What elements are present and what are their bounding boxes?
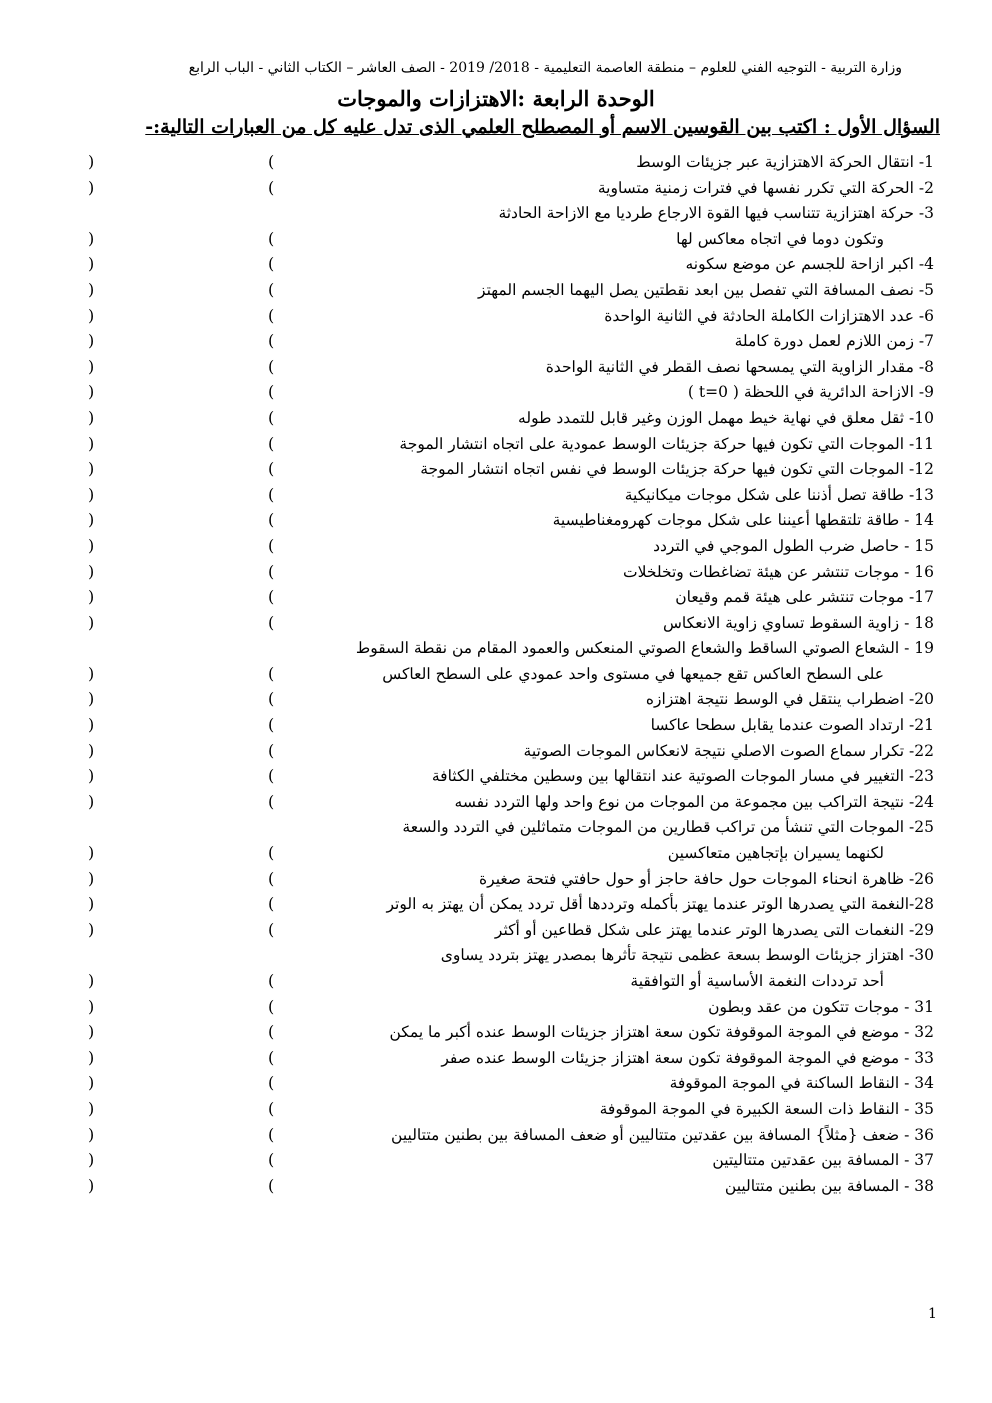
answer-bracket-open: ( — [268, 791, 275, 811]
question-text: 32 - موضع في الموجة الموقوفة تكون سعة اهتزاز جزيئات الوسط عنده أكبر ما يمكن — [389, 1023, 934, 1042]
question-text: 7- زمن اللازم لعمل دورة كاملة — [734, 332, 934, 351]
question-text: 33 - موضع في الموجة الموقوفة تكون سعة اهتزاز جزيئات الوسط عنده صفر — [441, 1048, 934, 1067]
question-text: 13- طاقة تصل أذننا على شكل موجات ميكانيكية — [624, 485, 934, 504]
answer-bracket-open: ( — [268, 305, 275, 325]
header-source-line: وزارة التربية - التوجيه الفني للعلوم – منطقة العاصمة التعليمية - 2018/ 2019 - الصف العاشر – الكتاب الثاني - الباب الرابع — [188, 60, 902, 76]
answer-bracket-open: ( — [268, 254, 275, 274]
answer-bracket-open: ( — [268, 382, 275, 402]
question-text: 31 - موجات تتكون من عقد وبطون — [708, 997, 934, 1016]
unit-title: الوحدة الرابعة :الاهتزازات والموجات — [337, 86, 655, 111]
question-text: 36 - ضعف {مثلاً} المسافة بين عقدتين متتاليين أو ضعف المسافة بين بطنين متتاليين — [391, 1125, 934, 1144]
question-text: 10- ثقل معلق في نهاية خيط مهمل الوزن وغير قابل للتمدد طوله — [518, 408, 934, 427]
question-row — [0, 252, 992, 278]
answer-bracket-close: ) — [88, 1047, 95, 1067]
question-text: 21- ارتداد الصوت عندما يقابل سطحا عاكسا — [650, 716, 934, 735]
question-row — [0, 790, 992, 816]
question-text: لكنهما يسيران بإتجاهين متعاكسين — [667, 844, 884, 863]
answer-bracket-open: ( — [268, 996, 275, 1016]
question-row — [0, 662, 992, 688]
question-row — [0, 432, 992, 458]
question-row — [0, 611, 992, 637]
answer-bracket-open: ( — [268, 331, 275, 351]
question-row — [0, 1148, 992, 1174]
question-row — [0, 457, 992, 483]
answer-bracket-close: ) — [88, 689, 95, 709]
question-row — [0, 943, 992, 969]
answer-bracket-close: ) — [88, 1124, 95, 1144]
answer-bracket-close: ) — [88, 177, 95, 197]
answer-bracket-open: ( — [268, 1047, 275, 1067]
answer-bracket-open: ( — [268, 587, 275, 607]
question-row — [0, 355, 992, 381]
question-row — [0, 1020, 992, 1046]
question-text: 23- التغيير في مسار الموجات الصوتية عند انتقالها بين وسطين مختلفي الكثافة — [431, 767, 934, 786]
question-text: 38 - المسافة بين بطنين متتاليين — [724, 1176, 934, 1195]
answer-bracket-close: ) — [88, 152, 95, 171]
answer-bracket-open: ( — [268, 228, 275, 248]
answer-bracket-close: ) — [88, 843, 95, 863]
answer-bracket-open: ( — [268, 1150, 275, 1170]
answer-bracket-open: ( — [268, 663, 275, 683]
question-text: 24- نتيجة التراكب بين مجموعة من الموجات من نوع واحد ولها التردد نفسه — [454, 792, 934, 811]
answer-bracket-close: ) — [88, 868, 95, 888]
question-text: 19 - الشعاع الصوتي الساقط والشعاع الصوتي المنعكس والعمود المقام من نقطة السقوط — [355, 639, 934, 658]
question-row — [0, 508, 992, 534]
question-text: 12- الموجات التي تكون فيها حركة جزيئات الوسط في نفس اتجاه انتشار الموجة — [420, 460, 934, 479]
answer-bracket-close: ) — [88, 791, 95, 811]
answer-bracket-open: ( — [268, 535, 275, 555]
question-text: 16 - موجات تنتشر عن هيئة تضاغطات وتخلخلات — [623, 562, 934, 581]
answer-bracket-open: ( — [268, 484, 275, 504]
question-row — [0, 815, 992, 841]
answer-bracket-close: ) — [88, 996, 95, 1016]
answer-bracket-open: ( — [268, 689, 275, 709]
question-row — [0, 176, 992, 202]
question-text: 5- نصف المسافة التي تفصل بين ابعد نقطتين يصل اليهما الجسم المهتز — [478, 280, 934, 299]
question-row — [0, 1123, 992, 1149]
question-row — [0, 483, 992, 509]
answer-bracket-open: ( — [268, 433, 275, 453]
question-row — [0, 534, 992, 560]
question-row — [0, 560, 992, 586]
question-text: 15 - حاصل ضرب الطول الموجي في التردد — [653, 536, 934, 555]
question-row — [0, 713, 992, 739]
answer-bracket-open: ( — [268, 279, 275, 299]
answer-bracket-close: ) — [88, 740, 95, 760]
question-text: 14 - طاقة تلتقطها أعيننا على شكل موجات كهرومغناطيسية — [552, 511, 934, 530]
question-row — [0, 201, 992, 227]
answer-bracket-open: ( — [268, 612, 275, 632]
question-row — [0, 329, 992, 355]
question-text: 34 - النقاط الساكنة في الموجة الموقوفة — [669, 1074, 934, 1093]
question-text: 4- اكبر ازاحة للجسم عن موضع سكونه — [685, 255, 934, 274]
question-row — [0, 995, 992, 1021]
answer-bracket-close: ) — [88, 356, 95, 376]
question-row — [0, 585, 992, 611]
question-row — [0, 918, 992, 944]
question-row — [0, 304, 992, 330]
answer-bracket-open: ( — [268, 1124, 275, 1144]
answer-bracket-close: ) — [88, 663, 95, 683]
answer-bracket-close: ) — [88, 971, 95, 990]
answer-bracket-close: ) — [88, 1150, 95, 1170]
answer-bracket-close: ) — [88, 587, 95, 607]
question-row — [0, 969, 992, 995]
answer-bracket-open: ( — [268, 894, 275, 914]
question-text: 22- تكرار سماع الصوت الاصلي نتيجة لانعكاس الموجات الصوتية — [523, 741, 934, 760]
question-row — [0, 278, 992, 304]
answer-bracket-close: ) — [88, 382, 95, 402]
answer-bracket-close: ) — [88, 305, 95, 325]
question-text: 1- انتقال الحركة الاهتزازية عبر جزيئات الوسط — [636, 153, 934, 171]
question-text: 11- الموجات التي تكون فيها حركة جزيئات الوسط عمودية على اتجاه انتشار الموجة — [399, 434, 934, 453]
question-row — [0, 867, 992, 893]
answer-bracket-close: ) — [88, 510, 95, 530]
answer-bracket-open: ( — [268, 715, 275, 735]
question-text: على السطح العاكس تقع جميعها في مستوى واحد عمودي على السطح العاكس — [382, 664, 884, 683]
answer-bracket-close: ) — [88, 919, 95, 939]
question-title: السؤال الأول : اكتب بين القوسين الاسم أو المصطلح العلمي الذى تدل عليه كل من العبارات التالية:- — [145, 116, 940, 138]
answer-bracket-open: ( — [268, 177, 275, 197]
question-text: 6- عدد الاهتزازات الكاملة الحادثة في الثانية الواحدة — [604, 306, 934, 325]
answer-bracket-open: ( — [268, 356, 275, 376]
answer-bracket-open: ( — [268, 510, 275, 530]
answer-bracket-close: ) — [88, 766, 95, 786]
answer-bracket-open: ( — [268, 919, 275, 939]
question-text: 37 - المسافة بين عقدتين متتاليتين — [712, 1151, 934, 1170]
question-text: وتكون دوما في اتجاه معاكس لها — [676, 229, 884, 248]
question-text: 29- النغمات التى يصدرها الوتر عندما يهتز على شكل قطاعين أو أكثر — [494, 920, 934, 939]
answer-bracket-open: ( — [268, 740, 275, 760]
question-row — [0, 1097, 992, 1123]
question-text: 35 - النقاط ذات السعة الكبيرة في الموجة الموقوفة — [599, 1099, 934, 1118]
answer-bracket-close: ) — [88, 535, 95, 555]
question-row — [0, 892, 992, 918]
answer-bracket-close: ) — [88, 228, 95, 248]
answer-bracket-open: ( — [268, 843, 275, 863]
answer-bracket-open: ( — [268, 766, 275, 786]
answer-bracket-close: ) — [88, 254, 95, 274]
answer-bracket-close: ) — [88, 484, 95, 504]
page-number: 1 — [928, 1306, 937, 1322]
answer-bracket-open: ( — [268, 868, 275, 888]
answer-bracket-close: ) — [88, 1073, 95, 1093]
answer-bracket-close: ) — [88, 407, 95, 427]
question-text: 3- حركة اهتزازية تتناسب فيها القوة الارجاع طرديا مع الازاحة الحادثة — [498, 204, 934, 223]
question-row — [0, 764, 992, 790]
answer-bracket-close: ) — [88, 1098, 95, 1118]
question-text: 26- ظاهرة انحناء الموجات حول حافة حاجز أو حول حافتي فتحة صغيرة — [479, 869, 934, 888]
answer-bracket-open: ( — [268, 561, 275, 581]
answer-bracket-close: ) — [88, 561, 95, 581]
answer-bracket-open: ( — [268, 407, 275, 427]
answer-bracket-close: ) — [88, 894, 95, 914]
answer-bracket-close: ) — [88, 433, 95, 453]
question-text: 2- الحركة التي تكرر نفسها في فترات زمنية متساوية — [597, 178, 934, 197]
question-text: 30- اهتزاز جزيئات الوسط بسعة عظمى نتيجة تأثرها بمصدر يهتز بتردد يساوى — [440, 946, 934, 965]
question-row — [0, 406, 992, 432]
answer-bracket-close: ) — [88, 1175, 95, 1195]
question-row — [0, 1174, 992, 1200]
answer-bracket-close: ) — [88, 459, 95, 479]
question-row — [0, 1071, 992, 1097]
question-row — [0, 1046, 992, 1072]
question-row — [0, 150, 992, 176]
answer-bracket-close: ) — [88, 1022, 95, 1042]
answer-bracket-open: ( — [268, 1175, 275, 1195]
answer-bracket-open: ( — [268, 1098, 275, 1118]
question-text: 28-النغمة التي يصدرها الوتر عندما يهتز بأكمله وترددها أقل تردد يمكن أن يهتز به الوتر — [386, 895, 934, 914]
answer-bracket-open: ( — [268, 459, 275, 479]
question-text: 25- الموجات التي تنشأ من تراكب قطارين من الموجات متماثلين في التردد والسعة — [402, 818, 934, 837]
question-text: أحد ترددات النغمة الأساسية أو التوافقية — [630, 972, 884, 990]
question-list — [0, 150, 992, 1199]
answer-bracket-close: ) — [88, 279, 95, 299]
question-row — [0, 739, 992, 765]
answer-bracket-open: ( — [268, 1022, 275, 1042]
answer-bracket-close: ) — [88, 331, 95, 351]
answer-bracket-open: ( — [268, 1073, 275, 1093]
question-row — [0, 841, 992, 867]
question-row — [0, 687, 992, 713]
question-text: 20- اضطراب ينتقل في الوسط نتيجة اهتزازه — [645, 690, 934, 709]
question-text: 17- موجات تنتشر على هيئة قمم وقيعان — [675, 588, 934, 607]
question-row — [0, 227, 992, 253]
answer-bracket-open: ( — [268, 971, 275, 990]
answer-bracket-close: ) — [88, 715, 95, 735]
answer-bracket-open: ( — [268, 152, 275, 171]
question-text: 9- الازاحة الدائرية في اللحظة ( t=0 ) — [687, 383, 934, 402]
question-text: 18 - زاوية السقوط تساوي زاوية الانعكاس — [663, 613, 934, 632]
answer-bracket-close: ) — [88, 612, 95, 632]
question-row — [0, 636, 992, 662]
question-row — [0, 380, 992, 406]
question-text: 8- مقدار الزاوية التي يمسحها نصف القطر في الثانية الواحدة — [545, 357, 934, 376]
